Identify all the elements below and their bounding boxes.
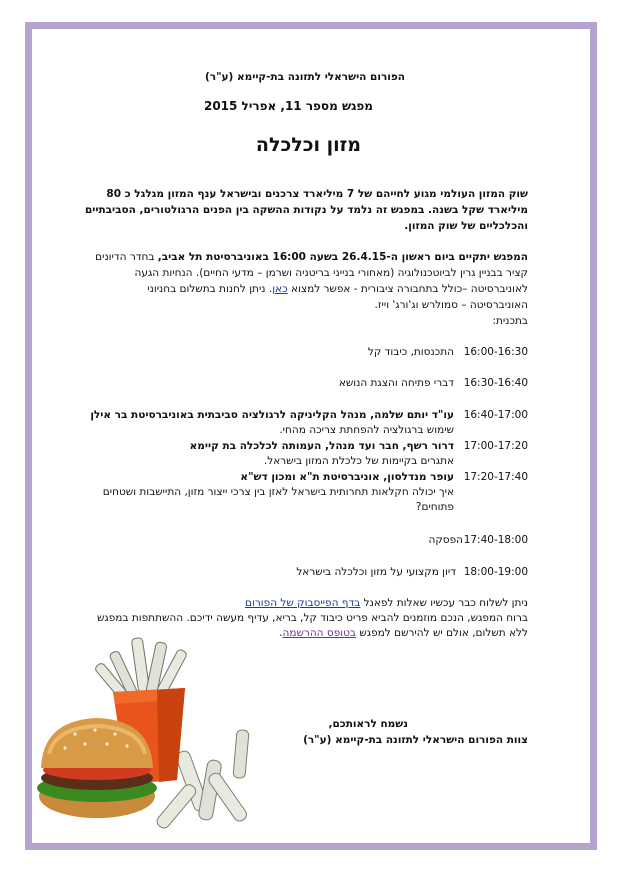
schedule-item-6: הפסקה xyxy=(428,534,463,546)
details-line-1 xyxy=(95,250,528,265)
directions-link[interactable]: כאן xyxy=(272,283,288,295)
schedule-topic-5b: פתוחים? xyxy=(415,501,454,513)
schedule-speaker-3: עו"ד יותם שלמה, מנהל הקליניקה לרגולציה סביבתית באוניברסיטת בר אילן xyxy=(90,409,454,421)
registration-link[interactable]: בטופס ההרשמה xyxy=(282,627,356,639)
details-room: בחדר הדיונים xyxy=(95,251,158,263)
signoff-greeting: נשמח לראותכם, xyxy=(328,718,408,730)
parking-text: . ניתן לחנות בתשלום בחניוני xyxy=(147,283,273,295)
schedule-topic-5a: איך יכולה חקלאות תחרותית בישראל לאזן בין צרכי ייצור מזון, התיישבות ושטחים xyxy=(102,486,454,498)
schedule-time-2: 16:30-16:40 xyxy=(463,377,528,389)
schedule-item-7: דיון מקצועי על מזון וכלכלה בישראל xyxy=(296,566,456,578)
schedule-topic-3: שימוש ברגולציה להפחתת צריכה מהחי. xyxy=(279,424,454,436)
questions-line xyxy=(245,596,528,611)
program-label: בתכנית: xyxy=(492,315,528,327)
facebook-link[interactable]: בדף הפייסבוק של הפורום xyxy=(245,597,361,609)
questions-text: ניתן לשלוח כבר עכשיו שאלות לפאנל xyxy=(360,597,528,609)
burger-money-illustration xyxy=(35,630,275,840)
burger-icon xyxy=(37,718,157,818)
details-line-4: האוניברסיטה – סמולרש וג'ורג' וייז. xyxy=(374,299,528,311)
page-title: מזון וכלכלה xyxy=(255,134,361,156)
schedule-time-5: 17:20-17:40 xyxy=(463,471,528,483)
schedule-time-4: 17:00-17:20 xyxy=(463,440,528,452)
signoff-team: צוות הפורום הישראלי לתזונה בת-קיימא (ע"ר) xyxy=(303,734,528,746)
registration-period: . xyxy=(279,627,283,639)
meeting-number: מפגש מספר 11, אפריל 2015 xyxy=(203,99,373,113)
schedule-item-2: דברי פתיחה והצגת הנושא xyxy=(338,377,454,389)
details-line-2: קציר בבניין גרין לביוטכנולוגיה (מאחורי בנייני בריטניה ושרמן – מדעי החיים). הנחיות הגעה xyxy=(134,267,528,279)
schedule-topic-4: אתגרים בקיימות של כלכלת המזון בישראל. xyxy=(263,455,454,467)
schedule-time-1: 16:00-16:30 xyxy=(463,346,528,358)
org-name: הפורום הישראלי לתזונה בת-קיימא (ע"ר) xyxy=(204,71,405,83)
intro-paragraph: שוק המזון העולמי מגוע לחייהם של 7 מיליארד צרכנים ובישראל ענף המזון מגלגל כ 80 מיליארד שקל בשנה. במפגש זה נלמד על נקודות ההשקה בין הפנים הרגולטורים, הסביבתיים והכלכליים של שוק המזון. xyxy=(84,188,528,232)
refreshments-note: ברוח המפגש, הנכם מוזמנים להביא פריט כיבוד קל, בריא, עדיף מעשה ידיכם. ההשתתפות במפגש xyxy=(96,612,528,624)
schedule-speaker-4: דרור רשף, חבר ועד מנהל, העמותה לכלכלה בת קיימא xyxy=(189,440,454,452)
schedule-time-6: 17:40-18:00 xyxy=(463,534,528,546)
registration-text: ללא תשלום, אולם יש להירשם למפגש xyxy=(356,627,528,639)
schedule-speaker-5: עופר מנדלסון, אוניברסיטת ת"א ומכון דש"א xyxy=(240,471,454,483)
registration-line xyxy=(279,626,528,641)
directions-text: לאוניברסיטה –כולל בתחבורה ציבורית - אפשר למצוא xyxy=(287,283,528,295)
details-line-3 xyxy=(147,282,528,297)
details-date-location: המפגש יתקיים ביום ראשון ה-26.4.15 בשעה 16:00 באוניברסיטת תל אביב, xyxy=(157,251,528,263)
schedule-time-7: 18:00-19:00 xyxy=(463,566,528,578)
schedule-time-3: 16:40-17:00 xyxy=(463,409,528,421)
schedule-item-1: התכנסות, כיבוד קל xyxy=(367,346,454,358)
